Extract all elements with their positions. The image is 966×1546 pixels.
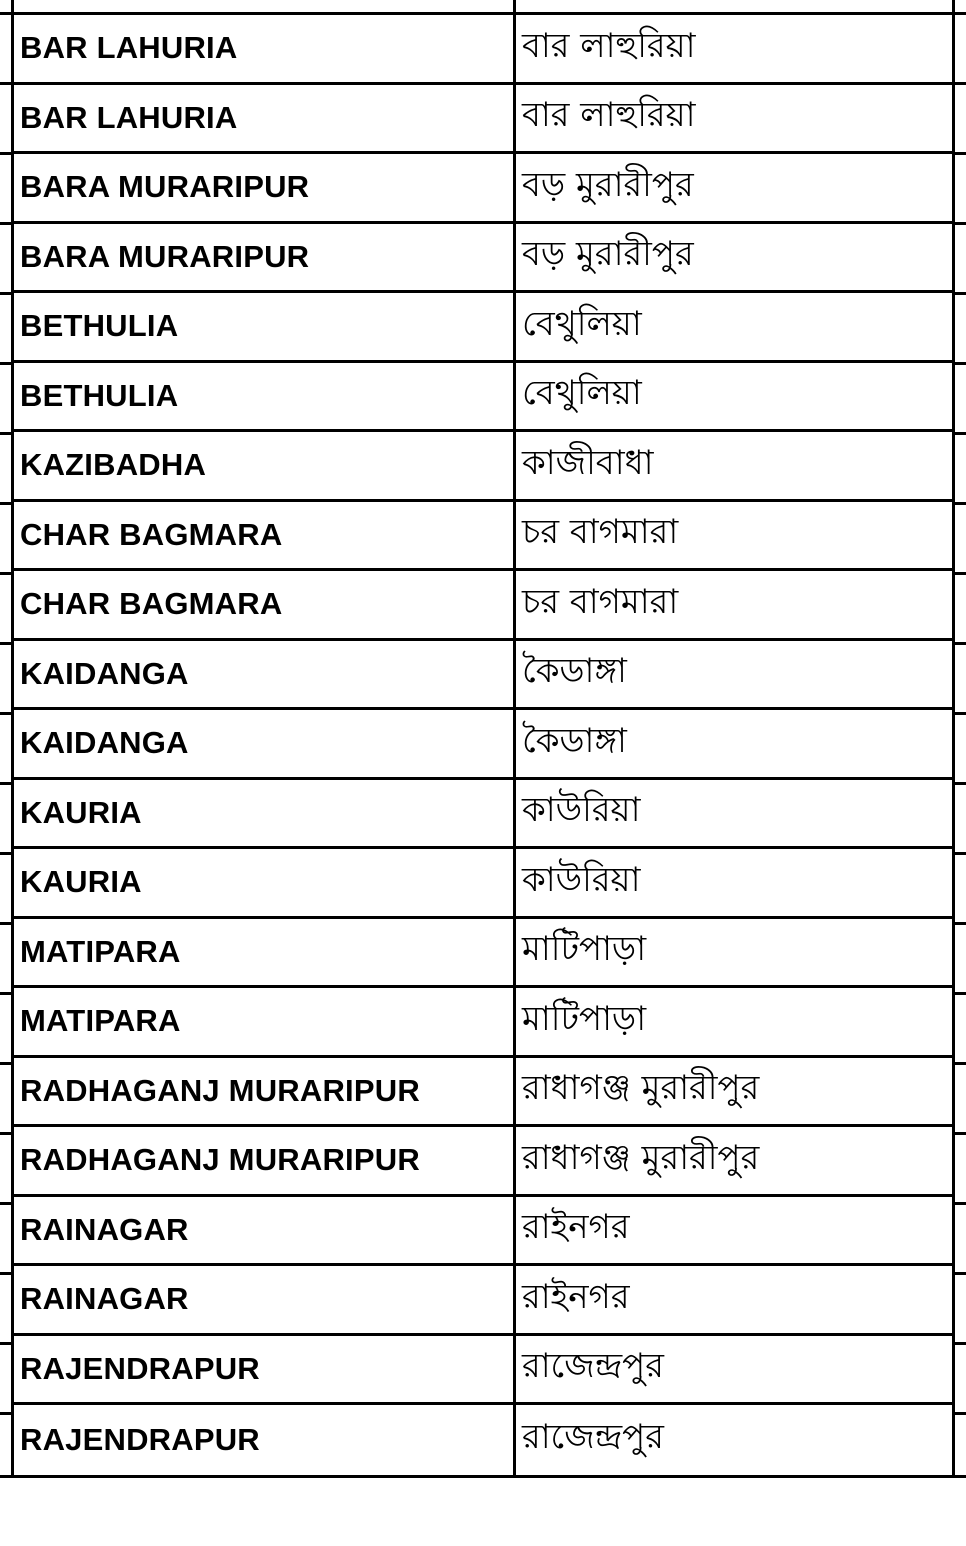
bengali-name-cell: রাইনগর bbox=[522, 1207, 630, 1248]
adjacent-column-edge-left bbox=[0, 0, 11, 1475]
bengali-name-cell: চর বাগমারা bbox=[522, 512, 679, 553]
bengali-name-cell: চর বাগমারা bbox=[522, 581, 679, 622]
row-line-fragment bbox=[0, 12, 11, 15]
bengali-name-cell: কাউরিয়া bbox=[522, 790, 641, 831]
english-name-cell: KAURIA bbox=[14, 849, 516, 916]
row-line-fragment bbox=[955, 432, 966, 435]
row-line-fragment bbox=[955, 152, 966, 155]
row-line-fragment bbox=[0, 642, 11, 645]
table-row bbox=[14, 1266, 952, 1336]
row-line-fragment bbox=[955, 1132, 966, 1135]
row-line-fragment bbox=[955, 922, 966, 925]
bengali-name-cell: কাউরিয়া bbox=[522, 859, 641, 900]
english-name-cell: BARA MURARIPUR bbox=[14, 224, 516, 291]
row-line-fragment bbox=[0, 1272, 11, 1275]
row-line-fragment bbox=[955, 362, 966, 365]
row-line-fragment bbox=[0, 1342, 11, 1345]
row-line-fragment bbox=[0, 922, 11, 925]
table-row bbox=[14, 849, 952, 919]
english-name-cell: RAINAGAR bbox=[14, 1197, 516, 1264]
table-border-left bbox=[11, 0, 14, 12]
bengali-name-cell: মাটিপাড়া bbox=[522, 998, 647, 1039]
row-line-fragment bbox=[0, 1132, 11, 1135]
row-line-fragment bbox=[955, 992, 966, 995]
row-line-fragment bbox=[955, 1342, 966, 1345]
bengali-name-cell: বড় মুরারীপুর bbox=[522, 234, 694, 275]
english-name-cell: KAIDANGA bbox=[14, 710, 516, 777]
row-line-fragment bbox=[955, 712, 966, 715]
row-line-fragment bbox=[0, 992, 11, 995]
bengali-name-cell: কৈডাঙ্গা bbox=[522, 651, 627, 692]
table-row bbox=[14, 988, 952, 1058]
table-row bbox=[14, 919, 952, 989]
row-line-fragment bbox=[955, 572, 966, 575]
bengali-name-cell: রাধাগঞ্জ মুরারীপুর bbox=[522, 1137, 760, 1178]
row-line-fragment bbox=[0, 292, 11, 295]
table-row bbox=[14, 1197, 952, 1267]
english-name-cell: CHAR BAGMARA bbox=[14, 502, 516, 569]
table-row bbox=[14, 710, 952, 780]
english-name-cell: BETHULIA bbox=[14, 363, 516, 430]
english-name-cell: RAJENDRAPUR bbox=[14, 1405, 516, 1475]
table-row bbox=[14, 363, 952, 433]
row-line-fragment bbox=[955, 1272, 966, 1275]
bengali-name-cell: বড় মুরারীপুর bbox=[522, 164, 694, 205]
row-line-fragment bbox=[955, 82, 966, 85]
row-line-fragment bbox=[955, 782, 966, 785]
table-row bbox=[14, 641, 952, 711]
english-name-cell: BAR LAHURIA bbox=[14, 15, 516, 82]
table-row bbox=[14, 1058, 952, 1128]
table-row bbox=[14, 15, 952, 85]
bengali-name-cell: রাজেন্দ্রপুর bbox=[522, 1346, 664, 1387]
row-line-fragment bbox=[0, 852, 11, 855]
english-name-cell: BETHULIA bbox=[14, 293, 516, 360]
english-name-cell: CHAR BAGMARA bbox=[14, 571, 516, 638]
row-line-fragment bbox=[955, 1475, 966, 1478]
row-line-fragment bbox=[0, 712, 11, 715]
english-name-cell: BARA MURARIPUR bbox=[14, 154, 516, 221]
english-name-cell: RADHAGANJ MURARIPUR bbox=[14, 1127, 516, 1194]
place-name-table bbox=[11, 12, 955, 1478]
row-line-fragment bbox=[0, 1202, 11, 1205]
row-line-fragment bbox=[955, 1412, 966, 1415]
previous-row-fragment bbox=[11, 0, 955, 12]
english-name-cell: RAJENDRAPUR bbox=[14, 1336, 516, 1403]
row-line-fragment bbox=[955, 642, 966, 645]
table-row bbox=[14, 293, 952, 363]
row-line-fragment bbox=[0, 432, 11, 435]
column-divider bbox=[513, 0, 516, 12]
english-name-cell: KAIDANGA bbox=[14, 641, 516, 708]
english-name-cell: KAZIBADHA bbox=[14, 432, 516, 499]
table-row bbox=[14, 1405, 952, 1475]
bengali-name-cell: বেথুলিয়া bbox=[522, 303, 642, 344]
row-line-fragment bbox=[0, 82, 11, 85]
row-line-fragment bbox=[0, 502, 11, 505]
table-row bbox=[14, 154, 952, 224]
english-name-cell: MATIPARA bbox=[14, 919, 516, 986]
row-line-fragment bbox=[0, 362, 11, 365]
table-row bbox=[14, 1336, 952, 1406]
bengali-name-cell: রাজেন্দ্রপুর bbox=[522, 1417, 664, 1458]
row-line-fragment bbox=[955, 1062, 966, 1065]
row-line-fragment bbox=[0, 222, 11, 225]
table-row bbox=[14, 1127, 952, 1197]
english-name-cell: KAURIA bbox=[14, 780, 516, 847]
english-name-cell: RADHAGANJ MURARIPUR bbox=[14, 1058, 516, 1125]
english-name-cell: MATIPARA bbox=[14, 988, 516, 1055]
row-line-fragment bbox=[955, 292, 966, 295]
row-line-fragment bbox=[955, 12, 966, 15]
table-row bbox=[14, 502, 952, 572]
table-row bbox=[14, 85, 952, 155]
row-line-fragment bbox=[0, 572, 11, 575]
row-line-fragment bbox=[955, 1202, 966, 1205]
row-line-fragment bbox=[955, 222, 966, 225]
bengali-name-cell: বার লাহুরিয়া bbox=[522, 95, 696, 136]
bengali-name-cell: মাটিপাড়া bbox=[522, 929, 647, 970]
adjacent-column-edge-right bbox=[955, 0, 966, 1475]
table-row bbox=[14, 432, 952, 502]
table-row bbox=[14, 224, 952, 294]
row-line-fragment bbox=[0, 1412, 11, 1415]
bengali-name-cell: রাইনগর bbox=[522, 1276, 630, 1317]
bengali-name-cell: বার লাহুরিয়া bbox=[522, 25, 696, 66]
row-line-fragment bbox=[0, 1475, 11, 1478]
table-row bbox=[14, 571, 952, 641]
bengali-name-cell: কৈডাঙ্গা bbox=[522, 720, 627, 761]
row-line-fragment bbox=[0, 152, 11, 155]
bengali-name-cell: কাজীবাধা bbox=[522, 442, 654, 483]
english-name-cell: RAINAGAR bbox=[14, 1266, 516, 1333]
row-line-fragment bbox=[0, 782, 11, 785]
row-line-fragment bbox=[0, 1062, 11, 1065]
english-name-cell: BAR LAHURIA bbox=[14, 85, 516, 152]
bengali-name-cell: বেথুলিয়া bbox=[522, 373, 642, 414]
bengali-name-cell: রাধাগঞ্জ মুরারীপুর bbox=[522, 1068, 760, 1109]
row-line-fragment bbox=[955, 852, 966, 855]
row-line-fragment bbox=[955, 502, 966, 505]
table-row bbox=[14, 780, 952, 850]
